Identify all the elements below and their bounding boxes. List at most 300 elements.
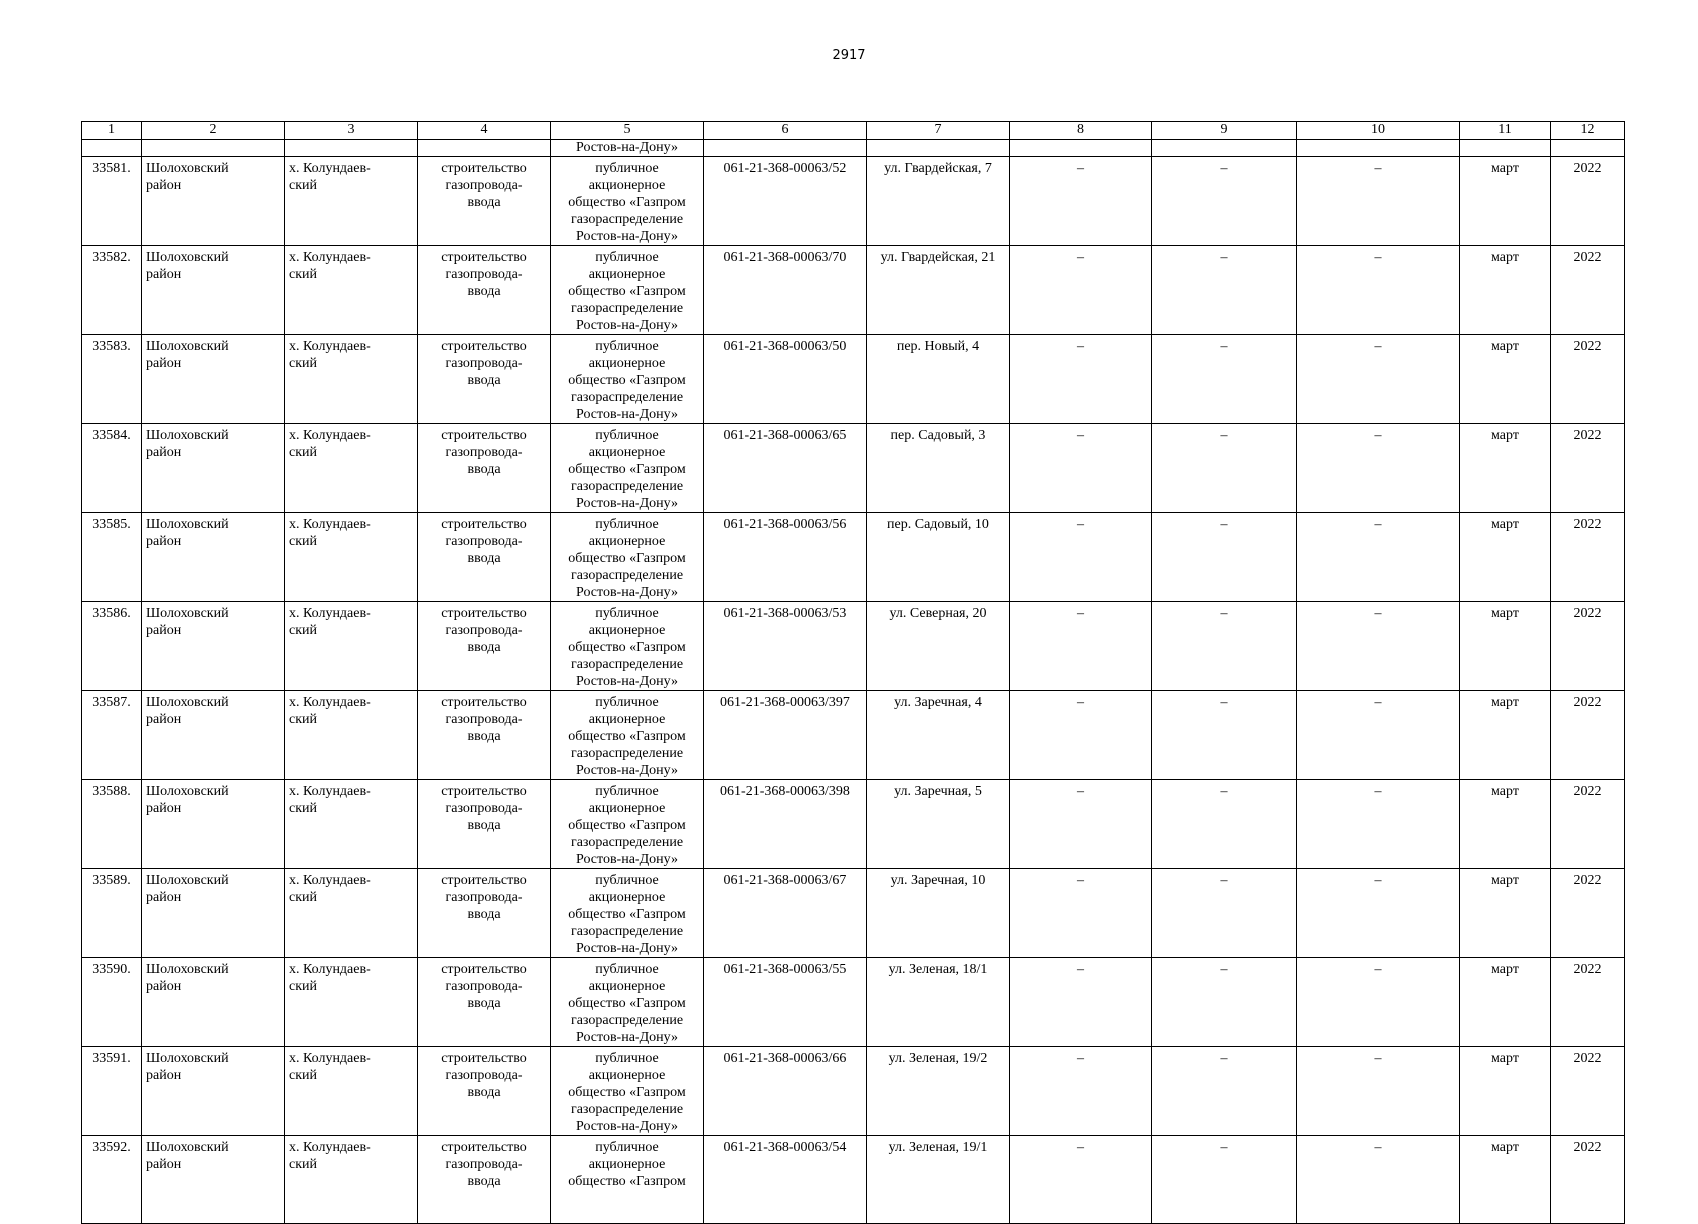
code-cell: 061-21-368-00063/53 bbox=[704, 602, 867, 691]
row-number-cell: 33589. bbox=[82, 869, 142, 958]
settlement-line: ский bbox=[289, 1068, 317, 1083]
customer-line: Ростов-на-Дону» bbox=[576, 674, 678, 689]
work-type-cell bbox=[418, 1047, 551, 1136]
column-8-cell: – bbox=[1010, 513, 1152, 602]
district-cell bbox=[142, 691, 285, 780]
settlement-line: х. Колундаев- bbox=[289, 873, 371, 888]
customer-line: публичное bbox=[595, 695, 659, 710]
customer-line: акционерное bbox=[588, 534, 666, 549]
customer-line: акционерное bbox=[588, 445, 666, 460]
code-cell: 061-21-368-00063/397 bbox=[704, 691, 867, 780]
code-cell: 061-21-368-00063/66 bbox=[704, 1047, 867, 1136]
column-number: 7 bbox=[867, 122, 1010, 140]
table-row bbox=[82, 1136, 1625, 1224]
work-type-line: строительство bbox=[441, 161, 527, 176]
customer-line: публичное bbox=[595, 161, 659, 176]
customer-cell bbox=[551, 602, 704, 691]
month-cell: март bbox=[1460, 1047, 1551, 1136]
district-cell bbox=[142, 335, 285, 424]
work-type-line: строительство bbox=[441, 250, 527, 265]
customer-line: Ростов-на-Дону» bbox=[576, 585, 678, 600]
address-cell: пер. Садовый, 10 bbox=[867, 513, 1010, 602]
district-line: Шолоховский bbox=[146, 428, 229, 443]
settlement-cell bbox=[285, 958, 418, 1047]
column-number: 11 bbox=[1460, 122, 1551, 140]
work-type-cell bbox=[418, 513, 551, 602]
column-9-cell: – bbox=[1152, 958, 1297, 1047]
year-cell: 2022 bbox=[1551, 780, 1625, 869]
customer-line: газораспределение bbox=[570, 1013, 684, 1028]
settlement-cell bbox=[285, 780, 418, 869]
district-cell bbox=[142, 157, 285, 246]
table-row bbox=[82, 958, 1625, 1047]
settlement-line: ский bbox=[289, 801, 317, 816]
settlement-line: х. Колундаев- bbox=[289, 250, 371, 265]
settlement-line: ский bbox=[289, 445, 317, 460]
district-line: Шолоховский bbox=[146, 784, 229, 799]
row-number-cell: 33588. bbox=[82, 780, 142, 869]
work-type-line: строительство bbox=[441, 784, 527, 799]
customer-line: публичное bbox=[595, 1140, 659, 1155]
customer-cell bbox=[551, 424, 704, 513]
customer-line: общество «Газпром bbox=[568, 462, 686, 477]
year-cell: 2022 bbox=[1551, 602, 1625, 691]
row-number-cell: 33582. bbox=[82, 246, 142, 335]
row-number-cell: 33592. bbox=[82, 1136, 142, 1224]
year-cell: 2022 bbox=[1551, 157, 1625, 246]
column-8-cell: – bbox=[1010, 335, 1152, 424]
column-9-cell: – bbox=[1152, 513, 1297, 602]
table-row bbox=[82, 246, 1625, 335]
month-cell: март bbox=[1460, 335, 1551, 424]
year-cell: 2022 bbox=[1551, 691, 1625, 780]
settlement-line: х. Колундаев- bbox=[289, 1051, 371, 1066]
code-cell: 061-21-368-00063/398 bbox=[704, 780, 867, 869]
column-10-cell: – bbox=[1297, 780, 1460, 869]
customer-line: Ростов-на-Дону» bbox=[576, 407, 678, 422]
column-8-cell: – bbox=[1010, 869, 1152, 958]
year-cell: 2022 bbox=[1551, 1047, 1625, 1136]
settlement-line: ский bbox=[289, 534, 317, 549]
customer-cell bbox=[551, 958, 704, 1047]
district-line: район bbox=[146, 623, 182, 638]
month-cell: март bbox=[1460, 780, 1551, 869]
row-number-cell: 33591. bbox=[82, 1047, 142, 1136]
work-type-line: строительство bbox=[441, 517, 527, 532]
column-8-cell: – bbox=[1010, 1047, 1152, 1136]
customer-cell bbox=[551, 513, 704, 602]
column-9-cell: – bbox=[1152, 602, 1297, 691]
district-line: район bbox=[146, 1157, 182, 1172]
year-cell: 2022 bbox=[1551, 1136, 1625, 1224]
column-number: 3 bbox=[285, 122, 418, 140]
address-cell: ул. Гвардейская, 21 bbox=[867, 246, 1010, 335]
work-type-cell bbox=[418, 246, 551, 335]
year-cell: 2022 bbox=[1551, 424, 1625, 513]
row-number-cell: 33584. bbox=[82, 424, 142, 513]
work-type-line: газопровода- bbox=[445, 712, 523, 727]
work-type-line: строительство bbox=[441, 339, 527, 354]
customer-line: акционерное bbox=[588, 356, 666, 371]
customer-line: публичное bbox=[595, 873, 659, 888]
customer-line: газораспределение bbox=[570, 301, 684, 316]
address-cell: ул. Заречная, 5 bbox=[867, 780, 1010, 869]
table-row bbox=[82, 869, 1625, 958]
column-9-cell: – bbox=[1152, 780, 1297, 869]
settlement-cell bbox=[285, 602, 418, 691]
column-10-cell: – bbox=[1297, 157, 1460, 246]
customer-line: общество «Газпром bbox=[568, 373, 686, 388]
district-line: Шолоховский bbox=[146, 339, 229, 354]
row-number-cell: 33586. bbox=[82, 602, 142, 691]
customer-line: Ростов-на-Дону» bbox=[576, 1030, 678, 1045]
column-10-cell: – bbox=[1297, 958, 1460, 1047]
district-cell bbox=[142, 424, 285, 513]
column-9-cell: – bbox=[1152, 1047, 1297, 1136]
column-8-cell: – bbox=[1010, 691, 1152, 780]
customer-line: Ростов-на-Дону» bbox=[576, 852, 678, 867]
settlement-cell bbox=[285, 1136, 418, 1224]
work-type-line: ввода bbox=[467, 373, 501, 388]
settlement-cell bbox=[285, 157, 418, 246]
column-number-header-row bbox=[82, 122, 1625, 140]
customer-line: публичное bbox=[595, 517, 659, 532]
work-type-line: ввода bbox=[467, 551, 501, 566]
customer-line: публичное bbox=[595, 339, 659, 354]
column-number: 10 bbox=[1297, 122, 1460, 140]
district-cell bbox=[142, 869, 285, 958]
column-10-cell: – bbox=[1297, 1047, 1460, 1136]
work-type-line: строительство bbox=[441, 962, 527, 977]
address-cell: ул. Зеленая, 19/1 bbox=[867, 1136, 1010, 1224]
customer-line: акционерное bbox=[588, 623, 666, 638]
address-cell: ул. Зеленая, 19/2 bbox=[867, 1047, 1010, 1136]
column-9-cell: – bbox=[1152, 1136, 1297, 1224]
district-line: Шолоховский bbox=[146, 161, 229, 176]
month-cell: март bbox=[1460, 246, 1551, 335]
table-row bbox=[82, 335, 1625, 424]
column-10-cell: – bbox=[1297, 691, 1460, 780]
work-type-cell bbox=[418, 1136, 551, 1224]
code-cell: 061-21-368-00063/70 bbox=[704, 246, 867, 335]
district-line: район bbox=[146, 267, 182, 282]
customer-line: Ростов-на-Дону» bbox=[576, 229, 678, 244]
work-type-line: газопровода- bbox=[445, 445, 523, 460]
customer-line: публичное bbox=[595, 428, 659, 443]
month-cell: март bbox=[1460, 424, 1551, 513]
customer-line: Ростов-на-Дону» bbox=[576, 1119, 678, 1134]
work-type-line: строительство bbox=[441, 606, 527, 621]
column-8-cell: – bbox=[1010, 246, 1152, 335]
district-cell bbox=[142, 1136, 285, 1224]
customer-cell bbox=[551, 780, 704, 869]
table-row bbox=[82, 691, 1625, 780]
customer-line: Ростов-на-Дону» bbox=[576, 496, 678, 511]
settlement-line: ский bbox=[289, 178, 317, 193]
month-cell: март bbox=[1460, 1136, 1551, 1224]
settlement-cell bbox=[285, 1047, 418, 1136]
year-cell: 2022 bbox=[1551, 335, 1625, 424]
month-cell: март bbox=[1460, 602, 1551, 691]
settlement-line: х. Колундаев- bbox=[289, 1140, 371, 1155]
row-number-cell: 33590. bbox=[82, 958, 142, 1047]
work-type-line: строительство bbox=[441, 873, 527, 888]
customer-line: общество «Газпром bbox=[568, 1085, 686, 1100]
code-cell: 061-21-368-00063/50 bbox=[704, 335, 867, 424]
work-type-line: строительство bbox=[441, 695, 527, 710]
settlement-line: ский bbox=[289, 890, 317, 905]
district-line: Шолоховский bbox=[146, 962, 229, 977]
row-number-cell: 33583. bbox=[82, 335, 142, 424]
row-number-cell: 33587. bbox=[82, 691, 142, 780]
customer-cell bbox=[551, 691, 704, 780]
work-type-line: газопровода- bbox=[445, 801, 523, 816]
work-type-line: газопровода- bbox=[445, 356, 523, 371]
district-line: район bbox=[146, 445, 182, 460]
settlement-cell bbox=[285, 869, 418, 958]
table-row bbox=[82, 780, 1625, 869]
customer-line: общество «Газпром bbox=[568, 1174, 686, 1189]
column-8-cell: – bbox=[1010, 1136, 1152, 1224]
settlement-cell bbox=[285, 335, 418, 424]
customer-cell bbox=[551, 246, 704, 335]
work-type-line: газопровода- bbox=[445, 534, 523, 549]
work-type-line: строительство bbox=[441, 1140, 527, 1155]
work-type-cell bbox=[418, 335, 551, 424]
customer-cell bbox=[551, 1047, 704, 1136]
customer-line: акционерное bbox=[588, 267, 666, 282]
column-number: 12 bbox=[1551, 122, 1625, 140]
column-8-cell: – bbox=[1010, 157, 1152, 246]
district-cell bbox=[142, 780, 285, 869]
settlement-line: ский bbox=[289, 979, 317, 994]
customer-line: акционерное bbox=[588, 890, 666, 905]
settlement-cell bbox=[285, 246, 418, 335]
work-type-line: ввода bbox=[467, 907, 501, 922]
work-type-line: ввода bbox=[467, 996, 501, 1011]
settlement-line: ский bbox=[289, 623, 317, 638]
customer-line: акционерное bbox=[588, 178, 666, 193]
column-10-cell: – bbox=[1297, 513, 1460, 602]
customer-line: газораспределение bbox=[570, 212, 684, 227]
work-type-line: ввода bbox=[467, 1174, 501, 1189]
work-type-line: строительство bbox=[441, 428, 527, 443]
work-type-cell bbox=[418, 691, 551, 780]
customer-line: общество «Газпром bbox=[568, 996, 686, 1011]
work-type-line: ввода bbox=[467, 195, 501, 210]
page-number: 2917 bbox=[832, 48, 866, 63]
year-cell: 2022 bbox=[1551, 958, 1625, 1047]
work-type-line: строительство bbox=[441, 1051, 527, 1066]
column-8-cell: – bbox=[1010, 780, 1152, 869]
settlement-line: ский bbox=[289, 356, 317, 371]
customer-cell bbox=[551, 1136, 704, 1224]
work-type-line: газопровода- bbox=[445, 1068, 523, 1083]
code-cell: 061-21-368-00063/67 bbox=[704, 869, 867, 958]
customer-line: акционерное bbox=[588, 801, 666, 816]
customer-line: общество «Газпром bbox=[568, 818, 686, 833]
work-type-cell bbox=[418, 780, 551, 869]
address-cell: ул. Гвардейская, 7 bbox=[867, 157, 1010, 246]
address-cell: пер. Новый, 4 bbox=[867, 335, 1010, 424]
customer-line: акционерное bbox=[588, 1068, 666, 1083]
customer-line: газораспределение bbox=[570, 924, 684, 939]
district-line: Шолоховский bbox=[146, 873, 229, 888]
address-cell: ул. Заречная, 4 bbox=[867, 691, 1010, 780]
district-cell bbox=[142, 513, 285, 602]
customer-line: акционерное bbox=[588, 979, 666, 994]
district-line: Шолоховский bbox=[146, 606, 229, 621]
table-row bbox=[82, 513, 1625, 602]
settlement-line: х. Колундаев- bbox=[289, 517, 371, 532]
column-number: 2 bbox=[142, 122, 285, 140]
settlement-line: х. Колундаев- bbox=[289, 428, 371, 443]
customer-line: газораспределение bbox=[570, 390, 684, 405]
month-cell: март bbox=[1460, 691, 1551, 780]
column-10-cell: – bbox=[1297, 335, 1460, 424]
district-cell bbox=[142, 958, 285, 1047]
district-line: район bbox=[146, 534, 182, 549]
table-row bbox=[82, 424, 1625, 513]
customer-line: общество «Газпром bbox=[568, 551, 686, 566]
work-type-cell bbox=[418, 602, 551, 691]
settlement-line: х. Колундаев- bbox=[289, 695, 371, 710]
customer-line: Ростов-на-Дону» bbox=[576, 318, 678, 333]
table-row bbox=[82, 157, 1625, 246]
settlement-line: ский bbox=[289, 1157, 317, 1172]
column-9-cell: – bbox=[1152, 424, 1297, 513]
customer-line: Ростов-на-Дону» bbox=[576, 763, 678, 778]
customer-line: публичное bbox=[595, 962, 659, 977]
customer-line: Ростов-на-Дону» bbox=[576, 941, 678, 956]
work-type-line: газопровода- bbox=[445, 1157, 523, 1172]
customer-cell: Ростов-на-Дону» bbox=[551, 140, 704, 157]
column-number: 5 bbox=[551, 122, 704, 140]
work-type-line: ввода bbox=[467, 284, 501, 299]
table-row bbox=[82, 602, 1625, 691]
work-type-line: ввода bbox=[467, 640, 501, 655]
customer-line: публичное bbox=[595, 250, 659, 265]
year-cell: 2022 bbox=[1551, 513, 1625, 602]
column-number: 9 bbox=[1152, 122, 1297, 140]
district-cell bbox=[142, 1047, 285, 1136]
work-type-line: ввода bbox=[467, 462, 501, 477]
customer-line: общество «Газпром bbox=[568, 729, 686, 744]
address-cell: ул. Северная, 20 bbox=[867, 602, 1010, 691]
month-cell: март bbox=[1460, 869, 1551, 958]
work-type-line: газопровода- bbox=[445, 979, 523, 994]
address-cell: ул. Зеленая, 18/1 bbox=[867, 958, 1010, 1047]
code-cell: 061-21-368-00063/56 bbox=[704, 513, 867, 602]
table-row bbox=[82, 1047, 1625, 1136]
registry-table bbox=[81, 121, 1625, 1224]
settlement-cell bbox=[285, 424, 418, 513]
customer-line: газораспределение bbox=[570, 479, 684, 494]
address-cell: ул. Заречная, 10 bbox=[867, 869, 1010, 958]
district-line: Шолоховский bbox=[146, 250, 229, 265]
work-type-line: газопровода- bbox=[445, 178, 523, 193]
customer-line: газораспределение bbox=[570, 746, 684, 761]
customer-line: общество «Газпром bbox=[568, 907, 686, 922]
column-number: 1 bbox=[82, 122, 142, 140]
district-cell bbox=[142, 602, 285, 691]
code-cell: 061-21-368-00063/54 bbox=[704, 1136, 867, 1224]
district-line: Шолоховский bbox=[146, 517, 229, 532]
customer-line: общество «Газпром bbox=[568, 284, 686, 299]
row-number-cell: 33581. bbox=[82, 157, 142, 246]
district-line: район bbox=[146, 1068, 182, 1083]
column-9-cell: – bbox=[1152, 246, 1297, 335]
month-cell: март bbox=[1460, 958, 1551, 1047]
column-8-cell: – bbox=[1010, 958, 1152, 1047]
work-type-cell bbox=[418, 157, 551, 246]
row-number-cell: 33585. bbox=[82, 513, 142, 602]
customer-line: общество «Газпром bbox=[568, 195, 686, 210]
year-cell: 2022 bbox=[1551, 246, 1625, 335]
work-type-cell bbox=[418, 958, 551, 1047]
work-type-line: газопровода- bbox=[445, 623, 523, 638]
settlement-line: ский bbox=[289, 267, 317, 282]
code-cell: 061-21-368-00063/52 bbox=[704, 157, 867, 246]
settlement-line: х. Колундаев- bbox=[289, 606, 371, 621]
customer-line: публичное bbox=[595, 1051, 659, 1066]
district-line: район bbox=[146, 178, 182, 193]
customer-line: газораспределение bbox=[570, 657, 684, 672]
district-line: Шолоховский bbox=[146, 695, 229, 710]
column-10-cell: – bbox=[1297, 602, 1460, 691]
column-number: 6 bbox=[704, 122, 867, 140]
district-line: район bbox=[146, 890, 182, 905]
district-cell bbox=[142, 246, 285, 335]
settlement-cell bbox=[285, 513, 418, 602]
column-number: 4 bbox=[418, 122, 551, 140]
settlement-line: ский bbox=[289, 712, 317, 727]
customer-cell bbox=[551, 157, 704, 246]
column-number: 8 bbox=[1010, 122, 1152, 140]
column-9-cell: – bbox=[1152, 335, 1297, 424]
district-line: район bbox=[146, 801, 182, 816]
address-cell: пер. Садовый, 3 bbox=[867, 424, 1010, 513]
column-9-cell: – bbox=[1152, 869, 1297, 958]
district-line: Шолоховский bbox=[146, 1140, 229, 1155]
work-type-line: газопровода- bbox=[445, 267, 523, 282]
work-type-line: газопровода- bbox=[445, 890, 523, 905]
year-cell: 2022 bbox=[1551, 869, 1625, 958]
column-10-cell: – bbox=[1297, 424, 1460, 513]
district-line: район bbox=[146, 356, 182, 371]
column-8-cell: – bbox=[1010, 424, 1152, 513]
customer-line: газораспределение bbox=[570, 835, 684, 850]
customer-cell bbox=[551, 335, 704, 424]
work-type-line: ввода bbox=[467, 818, 501, 833]
customer-line: газораспределение bbox=[570, 1102, 684, 1117]
work-type-cell bbox=[418, 869, 551, 958]
column-9-cell: – bbox=[1152, 691, 1297, 780]
district-line: район bbox=[146, 979, 182, 994]
settlement-cell bbox=[285, 691, 418, 780]
column-9-cell: – bbox=[1152, 157, 1297, 246]
district-line: Шолоховский bbox=[146, 1051, 229, 1066]
settlement-line: х. Колундаев- bbox=[289, 784, 371, 799]
column-10-cell: – bbox=[1297, 869, 1460, 958]
customer-line: акционерное bbox=[588, 712, 666, 727]
settlement-line: х. Колундаев- bbox=[289, 161, 371, 176]
table-body bbox=[82, 122, 1625, 1224]
work-type-line: ввода bbox=[467, 1085, 501, 1100]
column-10-cell: – bbox=[1297, 246, 1460, 335]
district-line: район bbox=[146, 712, 182, 727]
column-8-cell: – bbox=[1010, 602, 1152, 691]
